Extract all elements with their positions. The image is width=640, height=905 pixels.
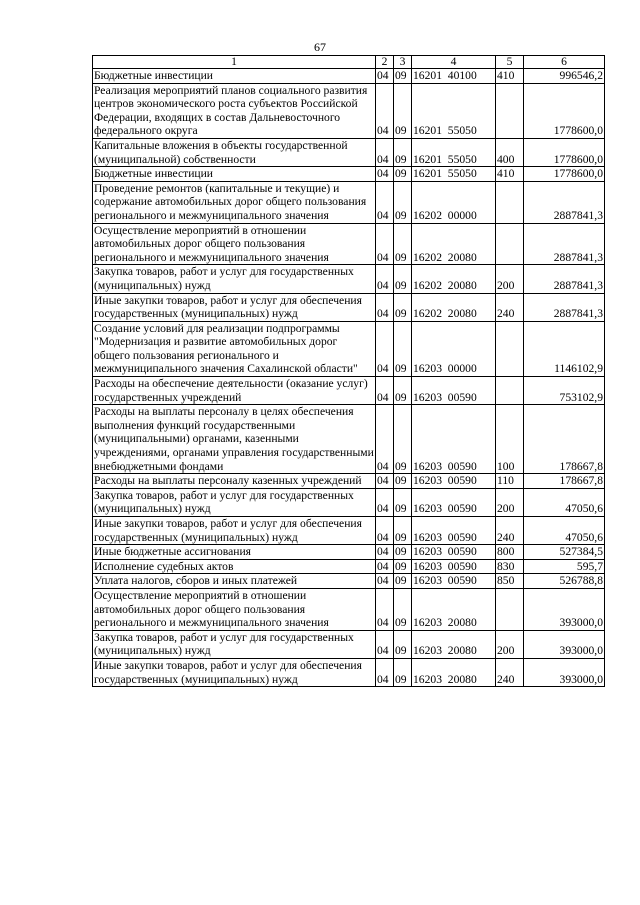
row-expense-type: 410 xyxy=(496,69,524,84)
row-expense-type: 400 xyxy=(496,138,524,166)
row-target-code: 16203 00590 xyxy=(412,574,496,589)
row-amount: 1778600,0 xyxy=(524,83,605,138)
row-subsection: 09 xyxy=(394,517,412,545)
row-section: 04 xyxy=(376,83,394,138)
row-subsection: 09 xyxy=(394,377,412,405)
row-subsection: 09 xyxy=(394,574,412,589)
table-row xyxy=(93,167,605,182)
row-amount: 2887841,3 xyxy=(524,265,605,293)
row-target-code: 16201 40100 xyxy=(412,69,496,84)
table-row xyxy=(93,377,605,405)
table-row xyxy=(93,265,605,293)
budget-table xyxy=(92,55,605,687)
row-subsection: 09 xyxy=(394,630,412,658)
row-name: Иные закупки товаров, работ и услуг для обеспечения государственных (муниципальных) нужд xyxy=(93,658,376,686)
row-section: 04 xyxy=(376,181,394,223)
row-name: Расходы на выплаты персоналу в целях обеспечения выполнения функций государственными (муниципальными) органами, казенными учреждениями, органами управления государственными внебюджетными фондами xyxy=(94,405,374,473)
table-row xyxy=(93,223,605,265)
row-target-code: 16201 55050 xyxy=(412,138,496,166)
row-target-code: 16202 20080 xyxy=(412,223,496,265)
row-subsection: 09 xyxy=(394,588,412,630)
row-section: 04 xyxy=(376,658,394,686)
row-section: 04 xyxy=(376,69,394,84)
row-section: 04 xyxy=(376,167,394,182)
row-name: Уплата налогов, сборов и иных платежей xyxy=(93,574,376,589)
row-section: 04 xyxy=(376,488,394,516)
row-expense-type xyxy=(496,321,524,376)
row-section: 04 xyxy=(376,588,394,630)
row-expense-type: 110 xyxy=(496,474,524,489)
row-subsection: 09 xyxy=(394,138,412,166)
row-subsection: 09 xyxy=(394,474,412,489)
row-name: Иные закупки товаров, работ и услуг для обеспечения государственных (муниципальных) нужд xyxy=(93,293,376,321)
row-section: 04 xyxy=(376,293,394,321)
row-section: 04 xyxy=(376,545,394,560)
header-col-5: 5 xyxy=(496,56,524,69)
row-expense-type: 240 xyxy=(496,517,524,545)
table-row xyxy=(93,588,605,630)
row-name: Расходы на выплаты персоналу казенных учреждений xyxy=(93,474,376,489)
row-subsection: 09 xyxy=(394,83,412,138)
row-name: Закупка товаров, работ и услуг для государственных (муниципальных) нужд xyxy=(93,630,376,658)
row-expense-type xyxy=(496,588,524,630)
row-expense-type: 800 xyxy=(496,545,524,560)
row-subsection: 09 xyxy=(394,265,412,293)
row-amount: 527384,5 xyxy=(524,545,605,560)
row-expense-type: 200 xyxy=(496,630,524,658)
row-amount: 1778600,0 xyxy=(524,138,605,166)
row-subsection: 09 xyxy=(394,545,412,560)
row-amount: 753102,9 xyxy=(524,377,605,405)
row-expense-type xyxy=(496,223,524,265)
row-name: Иные закупки товаров, работ и услуг для обеспечения государственных (муниципальных) нужд xyxy=(93,517,376,545)
row-section: 04 xyxy=(376,265,394,293)
row-subsection: 09 xyxy=(394,167,412,182)
row-target-code: 16203 00590 xyxy=(412,488,496,516)
row-target-code: 16202 20080 xyxy=(412,293,496,321)
row-target-code: 16203 00590 xyxy=(412,545,496,560)
row-name: Реализация мероприятий планов социального развития центров экономического роста субъектов Российской Федерации, входящих в состав Дальневосточного федерального округа xyxy=(93,83,376,138)
row-name: Закупка товаров, работ и услуг для государственных (муниципальных) нужд xyxy=(93,265,376,293)
row-subsection: 09 xyxy=(394,223,412,265)
row-target-code: 16201 55050 xyxy=(412,167,496,182)
table-row xyxy=(93,474,605,489)
row-expense-type xyxy=(496,181,524,223)
table-row xyxy=(93,517,605,545)
row-target-code: 16203 00590 xyxy=(412,377,496,405)
row-amount: 2887841,3 xyxy=(524,223,605,265)
row-expense-type: 200 xyxy=(496,265,524,293)
row-name: Осуществление мероприятий в отношении автомобильных дорог общего пользования регионального и межмуниципального значения xyxy=(93,588,376,630)
header-col-1: 1 xyxy=(93,56,376,69)
row-section: 04 xyxy=(376,321,394,376)
row-section: 04 xyxy=(376,517,394,545)
row-target-code: 16203 00590 xyxy=(412,405,496,474)
table-row xyxy=(93,405,605,474)
row-target-code: 16201 55050 xyxy=(412,83,496,138)
row-subsection: 09 xyxy=(394,488,412,516)
row-amount: 1146102,9 xyxy=(524,321,605,376)
table-row xyxy=(93,545,605,560)
table-row xyxy=(93,181,605,223)
row-name: Проведение ремонтов (капитальные и текущие) и содержание автомобильных дорог общего пользования регионального и межмуниципального значения xyxy=(93,181,376,223)
table-header-row xyxy=(93,56,605,69)
row-subsection: 09 xyxy=(394,559,412,574)
row-target-code: 16203 20080 xyxy=(412,630,496,658)
row-amount: 178667,8 xyxy=(524,474,605,489)
table-row xyxy=(93,293,605,321)
table-row xyxy=(93,83,605,138)
row-amount: 996546,2 xyxy=(524,69,605,84)
row-subsection: 09 xyxy=(394,293,412,321)
header-col-6: 6 xyxy=(524,56,605,69)
table-row xyxy=(93,138,605,166)
header-col-4: 4 xyxy=(412,56,496,69)
row-name: Осуществление мероприятий в отношении автомобильных дорог общего пользования регионального и межмуниципального значения xyxy=(93,223,376,265)
row-amount: 1778600,0 xyxy=(524,167,605,182)
row-target-code: 16202 00000 xyxy=(412,181,496,223)
table-body xyxy=(93,69,605,687)
row-target-code: 16202 20080 xyxy=(412,265,496,293)
table-row xyxy=(93,488,605,516)
row-section: 04 xyxy=(376,223,394,265)
row-amount: 47050,6 xyxy=(524,488,605,516)
row-target-code: 16203 00590 xyxy=(412,559,496,574)
row-name: Бюджетные инвестиции xyxy=(93,167,376,182)
row-name: Иные бюджетные ассигнования xyxy=(93,545,376,560)
row-expense-type: 240 xyxy=(496,293,524,321)
row-expense-type: 200 xyxy=(496,488,524,516)
row-name: Капитальные вложения в объекты государственной (муниципальной) собственности xyxy=(93,138,376,166)
header-col-2: 2 xyxy=(376,56,394,69)
row-target-code: 16203 00590 xyxy=(412,517,496,545)
row-amount: 2887841,3 xyxy=(524,181,605,223)
row-section: 04 xyxy=(376,630,394,658)
row-amount: 47050,6 xyxy=(524,517,605,545)
page-number: 67 xyxy=(314,40,326,54)
row-name: Бюджетные инвестиции xyxy=(93,69,376,84)
row-section: 04 xyxy=(376,474,394,489)
row-expense-type: 410 xyxy=(496,167,524,182)
row-section: 04 xyxy=(376,377,394,405)
header-col-3: 3 xyxy=(394,56,412,69)
row-expense-type: 830 xyxy=(496,559,524,574)
row-amount: 595,7 xyxy=(524,559,605,574)
row-expense-type: 240 xyxy=(496,658,524,686)
row-section: 04 xyxy=(376,138,394,166)
row-subsection: 09 xyxy=(394,658,412,686)
table-row xyxy=(93,630,605,658)
row-target-code: 16203 20080 xyxy=(412,588,496,630)
row-name: Расходы на обеспечение деятельности (оказание услуг) государственных учреждений xyxy=(93,377,376,405)
row-expense-type: 850 xyxy=(496,574,524,589)
row-name: Создание условий для реализации подпрограммы "Модернизация и развитие автомобильных дорог общего пользования регионального и межмуниципального значения Сахалинской области" xyxy=(93,321,376,376)
row-target-code: 16203 20080 xyxy=(412,658,496,686)
row-section: 04 xyxy=(376,574,394,589)
table-row xyxy=(93,658,605,686)
row-subsection: 09 xyxy=(394,405,412,474)
row-expense-type xyxy=(496,377,524,405)
row-target-code: 16203 00590 xyxy=(412,474,496,489)
row-amount: 393000,0 xyxy=(524,630,605,658)
table-row xyxy=(93,321,605,376)
row-amount: 526788,8 xyxy=(524,574,605,589)
row-amount: 178667,8 xyxy=(524,405,605,474)
row-subsection: 09 xyxy=(394,321,412,376)
row-section: 04 xyxy=(376,405,394,474)
row-target-code: 16203 00000 xyxy=(412,321,496,376)
row-expense-type: 100 xyxy=(496,405,524,474)
row-section: 04 xyxy=(376,559,394,574)
row-name: Закупка товаров, работ и услуг для государственных (муниципальных) нужд xyxy=(93,488,376,516)
row-amount: 393000,0 xyxy=(524,588,605,630)
table-row xyxy=(93,574,605,589)
table-row xyxy=(93,559,605,574)
row-expense-type xyxy=(496,83,524,138)
row-amount: 393000,0 xyxy=(524,658,605,686)
row-amount: 2887841,3 xyxy=(524,293,605,321)
table-row xyxy=(93,69,605,84)
row-name: Исполнение судебных актов xyxy=(93,559,376,574)
row-subsection: 09 xyxy=(394,69,412,84)
row-subsection: 09 xyxy=(394,181,412,223)
